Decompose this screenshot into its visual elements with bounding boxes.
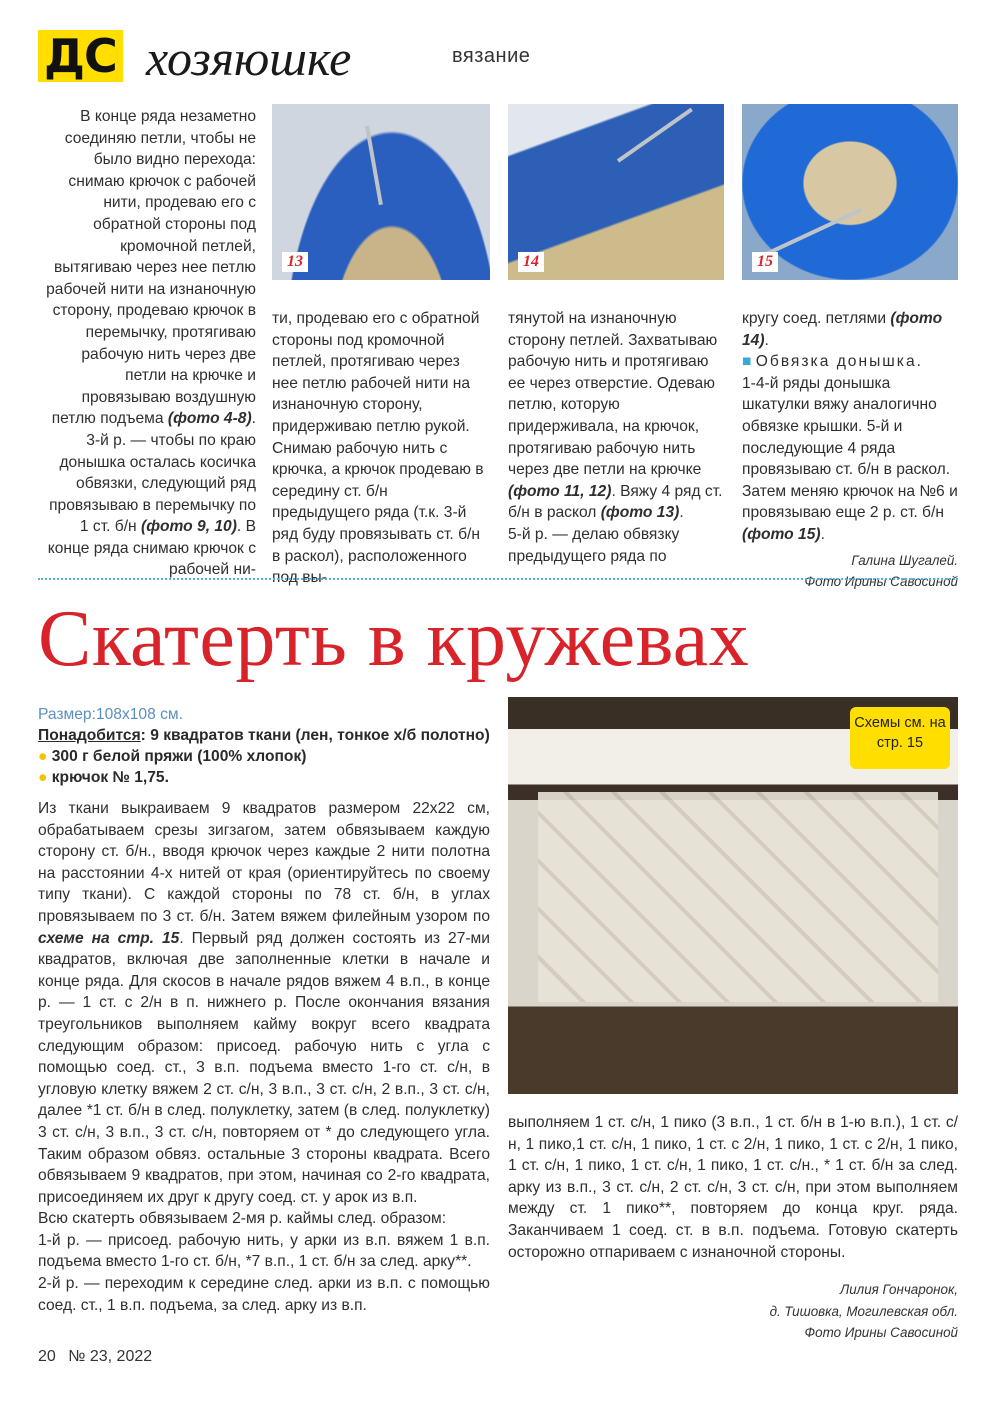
section-label: вязание bbox=[452, 45, 531, 67]
photo-credit: Фото Ирины Савосиной bbox=[804, 574, 958, 590]
photo-credit: Фото Ирины Савосиной bbox=[804, 1325, 958, 1341]
place-credit: д. Тишовка, Могилевская обл. bbox=[769, 1303, 958, 1319]
page-number: 20 bbox=[38, 1348, 56, 1365]
photo-14 bbox=[508, 104, 724, 280]
materials-block: Размер:108х108 см. Понадобится: 9 квадратов ткани (лен, тонкое х/б полотно) ● 300 г белой пряжи (100% хлопок) ● крючок № 1,75. bbox=[38, 704, 498, 788]
section-divider bbox=[38, 578, 958, 580]
photo-number: 15 bbox=[752, 252, 778, 272]
article-body-left: Из ткани выкраиваем 9 квадратов размером 22х22 см, обрабатываем срезы зигзагом, затем обвязываем каждую сторону ст. б/н., вводя крючок через каждые 2 нити полотна на расстоянии 4-х нитей от края (ориентируйтесь по своему типу ткани). С каждой стороны по 78 ст. б/н, в углах провязываем по 3 ст. б/н. Затем вяжем филейным узором по схеме на стр. 15. Первый ряд должен состоять из 27-ми квадратов, включая две заполненные клетки в начале и конце ряда. Для скосов в начале рядов вяжем 4 в.п., в конце р. — 1 ст. с 2/н в п. нижнего р. После окончания вязания треугольников выполняем кайму вокруг всего квадрата следующим образом: присоед. рабочую нить с угла с помощью соед. ст., 3 в.п. подъема вместо 1-го ст. с/н, в угловую клетку вяжем 2 ст. с/н, 3 в.п., 3 ст. с/н, 2 в.п., 3 ст. с/н, далее *1 ст. б/н в след. полуклетку, затем (в след. полуклетку) 3 ст. с/н, 3 в.п., 3 ст. с/н, повторяем от * до следующего угла. Таким образом обвяз. остальные 3 стороны квадрата. Всего обвязываем 9 квадратов, при этом, начиная со 2-го квадрата, присоединяем их друг к другу соед. ст. у арок из в.п. Всю скатерть обвязываем 2-мя р. каймы след. образом: 1-й р. — присоед. рабочую нить, у арки из в.п. вяжем 1 в.п. подъема вместо 1-го ст. б/н, *7 в.п., 1 ст. б/н за след. арку**. 2-й р. — переходим к середине след. арки из в.п. с помощью соед. ст., 1 в.п. подъема, за след. арку из в.п. bbox=[38, 800, 490, 1314]
bullet-dot-icon: ● bbox=[38, 748, 48, 765]
page-footer bbox=[38, 1348, 152, 1366]
bullet-dot-icon: ● bbox=[38, 769, 48, 786]
author-credit: Лилия Гончаронок, bbox=[840, 1282, 958, 1298]
photo-13 bbox=[272, 104, 490, 280]
text-column-4: кругу соед. петлями (фото 14). ■ Обвязка донышка. 1-4-й ряды донышка шкатулки вяжу аналогично обвязке крышки. 5-й и последующие 4 ряда провязываю ст. б/н в раскол. Затем меняю крючок на №6 и провязываю еще 2 р. ст. б/н (фото 15). Галина Шугалей. Фото Ирины Савосиной bbox=[742, 308, 958, 593]
size-line: Размер:108х108 см. bbox=[38, 706, 183, 723]
text-column-1: В конце ряда незаметно соединяю петли, чтобы не было видно перехода: снимаю крючок с рабочей нити, продеваю его с обратной стороны под кромочной петлей, вытягиваю через нее петлю рабочей нити на изнаночную сторону, продеваю крючок в перемычку, протягиваю рабочую нить через две петли на крючке и провязываю воздушную петлю подъема (фото 4-8). 3-й р. — чтобы по краю донышка осталась косичка обвязки, следующий ряд провязываю в перемычку по 1 ст. б/н (фото 9, 10). В конце ряда снимаю крючок с рабочей ни- bbox=[46, 108, 256, 579]
issue-label: № 23, 2022 bbox=[68, 1348, 153, 1365]
article-body-right: выполняем 1 ст. с/н, 1 пико (3 в.п., 1 ст. б/н в 1-ю в.п.), 1 ст. с/н, 1 пико,1 ст. с/н, 1 пико, 1 ст. с 2/н, 1 пико, 1 ст. с 2/н, 1 пико, 1 ст. с/н, 1 пико, 1 ст. с/н, 1 пико, 1 ст. с/н., * 1 ст. б/н за след. арку из в.п., 3 ст. с/н, 2 ст. с/н, 3 ст. с/н, при этом выполняем между ст. 1 пико**, повторяем до конца круг. ряда. Заканчиваем 1 соед. ст. в в.п. подъема. Готовую скатерть осторожно отпариваем с изнаночной стороны. Лилия Гончаронок, д. Тишовка, Могилевская обл. Фото Ирины Савосиной bbox=[508, 1112, 958, 1344]
scheme-note: Схемы см. на стр. 15 bbox=[850, 707, 950, 769]
text-column-3: тянутой на изнаночную сторону петлей. Захватываю рабочую нить и протягиваю ее через отверстие. Одеваю петлю, которую придерживала, на крючок, протягиваю рабочую нить через две петли на крючке (фото 11, 12). Вяжу 4 ряд ст. б/н в раскол (фото 13). 5-й р. — делаю обвязку предыдущего ряда по bbox=[508, 310, 723, 565]
author-credit: Галина Шугалей. bbox=[851, 552, 958, 568]
text-column-2: ти, продеваю его с обратной стороны под кромочной петлей, протягиваю через нее петлю рабочей нити на изнаночную сторону, придерживаю петлю рукой. Снимаю рабочую нить с крючка, а крючок продеваю в середину ст. б/н предыдущего ряда (т.к. 3-й ряд буду провязывать ст. б/н в раскол), расположенного под вы- bbox=[272, 310, 484, 587]
article-title: Скатерть в кружевах bbox=[38, 595, 750, 683]
photo-number: 14 bbox=[518, 252, 544, 272]
square-bullet-icon: ■ bbox=[742, 353, 752, 371]
magazine-logo: ДС bbox=[38, 30, 123, 85]
photo-number: 13 bbox=[282, 252, 308, 272]
photo-15 bbox=[742, 104, 958, 280]
rubric-title: хозяюшке bbox=[146, 30, 352, 86]
